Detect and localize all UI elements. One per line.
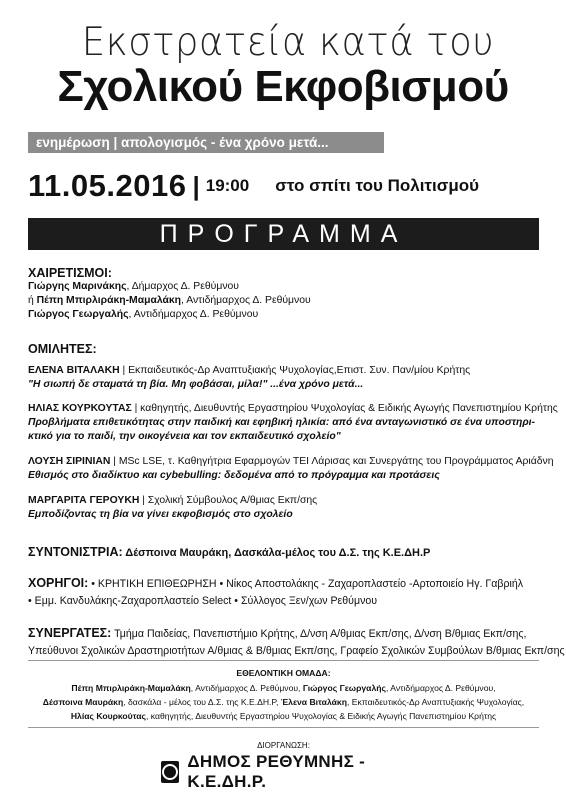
volunteers-line: Ηλίας Κουρκούτας, καθηγητής, Διευθυντής Εργαστηρίου Ψυχολογίας & Ειδικής Αγωγής Πανεπιστημίου Κρήτης: [70, 711, 497, 721]
sponsors-line: • Εμμ. Κανδυλάκης-Ζαχαροπλαστείο Select • Σύλλογος Ξεν/χων Ρεθύμνου: [28, 595, 378, 607]
partners-line: Υπεύθυνοι Σχολικών Δραστηριοτήτων Α/θμιας & Β/θμιας Εκπ/σης, Γραφείο Σχολικών Συμβούλων Β/θμιας Εκπ/σης: [28, 645, 565, 657]
title-line2: Σχολικού Εκφοβισμού: [57, 62, 509, 111]
program-banner: ΠΡΟΓΡΑΜΜΑ: [28, 218, 539, 250]
organizer-label: ΔΙΟΡΓΑΝΩΣΗ:: [257, 741, 310, 750]
speaker-item: ΕΛΕΝΑ ΒΙΤΑΛΑΚΗ | Εκπαιδευτικός-Δρ Αναπτυξιακής Ψυχολογίας,Επιστ. Συν. Παν/μίου Κρήτης "Η σιωπή δε σταματά τη βία. Μη φοβάσαι, μίλα!" ...ένα χρόνο μετά...: [28, 364, 548, 392]
coordinator-name: Δέσποινα Μαυράκη, Δασκάλα-μέλος του Δ.Σ. της Κ.Ε.ΔΗ.Ρ: [122, 547, 431, 559]
speakers-heading: ΟΜΙΛΗΤΕΣ:: [28, 342, 97, 356]
organizer-logo: [161, 752, 406, 791]
speaker-talk: Εμποδίζοντας τη βία να γίνει εκφοβισμός στο σχολείο: [28, 509, 293, 520]
speaker-talk: Εθισμός στο διαδίκτυο και cybebulling: δεδομένα από το πρόγραμμα και προτάσεις: [28, 470, 440, 481]
event-venue: στο σπίτι του Πολιτισμού: [275, 176, 480, 195]
speakers-heading-wrap: [28, 342, 548, 356]
event-date: 11.05.2016: [28, 168, 187, 203]
organizer-name: ΔΗΜΟΣ ΡΕΘΥΜΝΗΣ - Κ.Ε.ΔΗ.Ρ.: [187, 752, 366, 791]
volunteers-line: Πέπη Μπιρλιράκη-Μαμαλάκη, Αντιδήμαρχος Δ. Ρεθύμνου, Γιώργος Γεωργαλής, Αντιδήμαρχος Δ. Ρεθύμνου,: [71, 683, 496, 693]
coordinator-section: [28, 543, 548, 561]
sponsors-line: • ΚΡΗΤΙΚΗ ΕΠΙΘΕΩΡΗΣΗ • Νίκος Αποστολάκης - Ζαχαροπλαστείο -Αρτοποιείο Ηγ. Γαβριήλ: [88, 578, 524, 590]
partners-heading: ΣΥΝΕΡΓΑΤΕΣ:: [28, 626, 112, 640]
municipality-emblem-icon: [161, 761, 179, 783]
date-separator: |: [192, 170, 200, 201]
speaker-item: ΗΛΙΑΣ ΚΟΥΡΚΟΥΤΑΣ | καθηγητής, Διευθυντής Εργαστηρίου Ψυχολογίας & Ειδικής Αγωγής Πανεπιστημίου Κρήτης Προβλήματα επιθετικότητας στην παιδική και εφηβική ηλικία: από ένα ανταγωνιστικό σε ένα υποστηρι- κτικό για το παιδί, την οικογένεια και τον εκπαιδευτικό σχολείο": [28, 403, 558, 442]
speaker-item: ΛΟΥΣΗ ΣΙΡΙΝΙΑΝ | MSc LSE, τ. Καθηγήτρια Εφαρμογών ΤΕΙ Λάρισας και Συνεργάτης του Προγράμματος Αριάδνη Εθισμός στο διαδίκτυο και cybebulling: δεδομένα από το πρόγραμμα και προτάσεις: [28, 456, 554, 481]
title-line1: Εκστρατεία κατά του: [81, 20, 495, 65]
subtitle-band: ενημέρωση | απολογισμός - ένα χρόνο μετά...: [28, 132, 384, 153]
speaker-talk: "Η σιωπή δε σταματά τη βία. Μη φοβάσαι, μίλα!" ...ένα χρόνο μετά...: [28, 379, 364, 390]
coordinator-heading: ΣΥΝΤΟΝΙΣΤΡΙΑ:: [28, 545, 123, 559]
divider: [28, 660, 539, 661]
sponsors-section: [28, 574, 548, 608]
greetings-heading: ΧΑΙΡΕΤΙΣΜΟΙ:: [28, 266, 112, 280]
speaker-talk: κτικό για το παιδί, την οικογένεια και τον εκπαιδευτικό σχολείο": [28, 431, 341, 442]
volunteers-heading: ΕΘΕΛΟΝΤΙΚΗ ΟΜΑΔΑ:: [236, 668, 331, 678]
partners-section: [28, 624, 565, 658]
speaker-item: ΜΑΡΓΑΡΙΤΑ ΓΕΡΟΥΚΗ | Σχολική Σύμβουλος Α/θμιας Εκπ/σης Εμποδίζοντας τη βία να γίνει εκφοβισμός στο σχολείο: [28, 494, 548, 522]
partners-line: Τμήμα Παιδείας, Πανεπιστήμιο Κρήτης, Δ/νση Α/θμιας Εκπ/σης, Δ/νση Β/θμιας Εκπ/σης,: [111, 628, 527, 640]
greeting-line: Γιώργος Γεωργαλής, Αντιδήμαρχος Δ. Ρεθύμνου: [28, 309, 259, 320]
speaker-talk: Προβλήματα επιθετικότητας στην παιδική και εφηβική ηλικία: από ένα ανταγωνιστικό σε ένα υποστηρι-: [28, 417, 535, 428]
greeting-line: Γιώργης Μαρινάκης, Δήμαρχος Δ. Ρεθύμνου: [28, 281, 239, 292]
greetings-section: [28, 266, 548, 322]
greeting-line: ή Πέπη Μπιρλιράκη-Μαμαλάκη, Αντιδήμαρχος Δ. Ρεθύμνου: [28, 295, 311, 306]
date-line: [28, 166, 548, 206]
divider: [28, 727, 539, 728]
event-time: 19:00: [205, 176, 250, 195]
volunteers-line: Δέσποινα Μαυράκη, δασκάλα - μέλος του Δ.Σ. της Κ.Ε.ΔΗ.Ρ, Έλενα Βιταλάκη, Εκπαιδευτικός-Δρ Αναπτυξιακής Ψυχολογίας,: [42, 697, 525, 707]
sponsors-heading: ΧΟΡΗΓΟΙ:: [28, 576, 89, 590]
